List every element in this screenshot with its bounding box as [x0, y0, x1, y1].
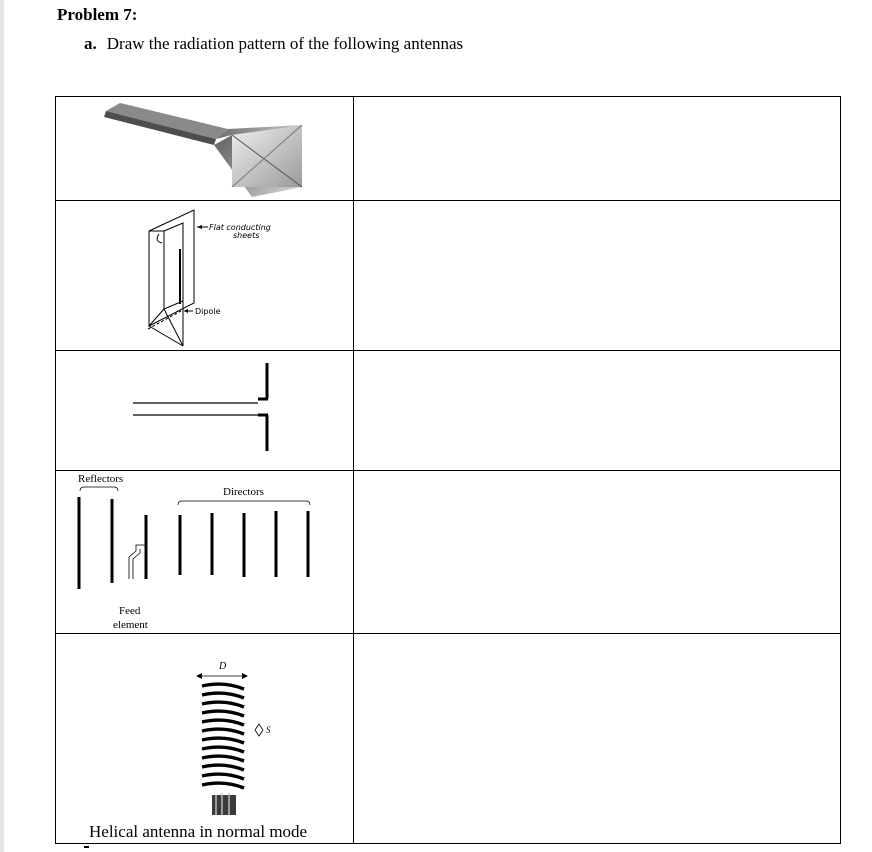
feed-label-line2: element	[113, 619, 148, 631]
sheets-label-line1: Flat conducting	[209, 223, 271, 232]
spacing-arrow	[255, 724, 263, 736]
helical-image-cell	[56, 634, 354, 844]
spacing-label: S	[266, 725, 271, 735]
problem-title: Problem 7:	[57, 5, 138, 24]
dipole-image-cell	[56, 351, 354, 471]
reflectors-brace	[80, 487, 118, 491]
diameter-label: D	[219, 661, 227, 672]
horn-image-cell	[56, 97, 354, 201]
antenna-table	[55, 96, 841, 844]
table-row-horn	[56, 97, 841, 201]
corner-reflector-image-cell	[56, 201, 354, 351]
table-row-dipole	[56, 351, 841, 471]
helical-caption: Helical antenna in normal mode	[89, 822, 308, 841]
dipole-antenna-figure	[56, 351, 353, 470]
question-text: Draw the radiation pattern of the following antennas	[106, 34, 464, 53]
page-left-edge	[0, 0, 4, 852]
question-label: a.	[84, 34, 97, 53]
directors-label: Directors	[223, 486, 264, 498]
horn-antenna-figure	[56, 97, 353, 200]
yagi-image-cell	[56, 471, 354, 634]
dipole-answer-cell[interactable]	[354, 351, 841, 471]
table-row-corner-reflector	[56, 201, 841, 351]
corner-reflector-figure	[56, 201, 353, 350]
helix-coil	[202, 684, 244, 788]
corner-angle-arc	[157, 234, 162, 243]
table-row-helical	[56, 634, 841, 844]
helical-antenna-figure	[56, 634, 353, 843]
sheets-label-line2: sheets	[233, 231, 260, 240]
page-edge-mark	[84, 846, 89, 848]
yagi-antenna-figure	[56, 471, 353, 633]
helical-answer-cell[interactable]	[354, 634, 841, 844]
question	[84, 34, 463, 54]
yagi-answer-cell[interactable]	[354, 471, 841, 634]
horn-answer-cell[interactable]	[354, 97, 841, 201]
feed-label-line1: Feed	[119, 605, 141, 617]
reflectors-label: Reflectors	[78, 473, 124, 485]
table-row-yagi	[56, 471, 841, 634]
dipole-label: Dipole	[195, 307, 221, 316]
feed-line	[129, 545, 146, 579]
directors-brace	[178, 501, 310, 505]
corner-reflector-answer-cell[interactable]	[354, 201, 841, 351]
